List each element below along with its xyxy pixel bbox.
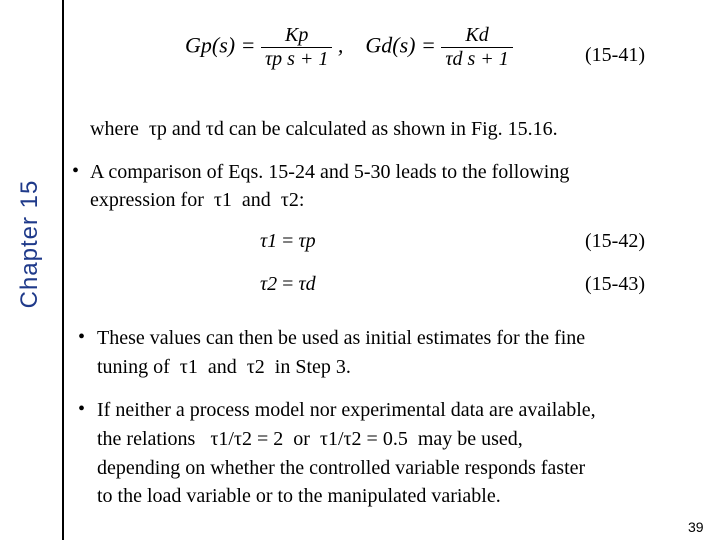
bullet-1-line-2-start: expression for — [90, 189, 204, 211]
tau2-symbol: τ2 — [246, 356, 265, 378]
and-word: and — [241, 189, 271, 211]
gp-denominator: τp s + 1 — [264, 48, 329, 70]
equation-number-15-43: (15-43) — [585, 273, 645, 295]
eq-43-rhs: τd — [298, 273, 316, 295]
bullet-2-marker: • — [78, 326, 86, 348]
gp-fraction — [261, 24, 332, 71]
and-word: and — [207, 356, 237, 378]
bullet-1-line-2 — [90, 188, 304, 212]
bullet-1-line-1: A comparison of Eqs. 15-24 and 5-30 leads to the following — [90, 161, 570, 183]
tau1-symbol: τ1 — [213, 189, 232, 211]
bullet-3-line-2-end: may be used, — [417, 428, 523, 450]
bullet-3-line-1: If neither a process model nor experimental data are available, — [97, 399, 596, 421]
eq-42-rhs: τp — [298, 230, 316, 252]
tau-p-symbol: τp — [148, 118, 167, 140]
and-word: and — [171, 118, 201, 140]
eq-42-lhs: τ1 — [260, 230, 278, 252]
gd-numerator: Kd — [441, 24, 512, 48]
gd-denominator: τd s + 1 — [445, 48, 509, 70]
bullet-1-marker: • — [72, 160, 80, 182]
bullet-2-line-2-start: tuning of — [97, 356, 170, 378]
bullet-3-line-2-start: the relations — [97, 428, 196, 450]
sidebar — [0, 0, 64, 540]
tau2-symbol: τ2 — [280, 189, 299, 211]
equation-15-41 — [185, 24, 513, 71]
bullet-3-marker: • — [78, 398, 86, 420]
equation-15-43: τ2 = τd — [260, 273, 316, 295]
bullet-2-line-1: These values can then be used as initial estimates for the fine — [97, 327, 586, 349]
eq-43-lhs: τ2 — [260, 273, 278, 295]
bullet-3-line-3: depending on whether the controlled variable responds faster — [97, 457, 586, 479]
equation-number-15-42: (15-42) — [585, 230, 645, 252]
where-line-rest: can be calculated as shown in Fig. 15.16. — [228, 118, 558, 140]
colon: : — [298, 189, 305, 211]
relation-2: τ1/τ2 = 0.5 — [319, 428, 408, 450]
page-number: 39 — [688, 519, 704, 535]
or-word: or — [293, 428, 310, 450]
equation-number-15-41: (15-41) — [585, 44, 645, 66]
bullet-3-line-4: to the load variable or to the manipulated variable. — [97, 485, 501, 507]
tau-d-symbol: τd — [205, 118, 224, 140]
bullet-2-line-2-end: in Step 3. — [274, 356, 351, 378]
gp-numerator: Kp — [261, 24, 332, 48]
gd-lhs: Gd(s) = — [365, 32, 436, 58]
where-word: where — [90, 118, 139, 140]
equation-separator: , — [337, 32, 344, 58]
bullet-2-line-2 — [97, 355, 351, 379]
gd-fraction — [441, 24, 512, 71]
tau1-symbol: τ1 — [179, 356, 198, 378]
relation-1: τ1/τ2 = 2 — [210, 428, 284, 450]
equation-15-42: τ1 = τp — [260, 230, 316, 252]
where-line — [90, 117, 558, 141]
bullet-3-line-2 — [97, 427, 523, 451]
chapter-label: Chapter 15 — [16, 179, 43, 309]
gp-lhs: Gp(s) = — [185, 32, 256, 58]
